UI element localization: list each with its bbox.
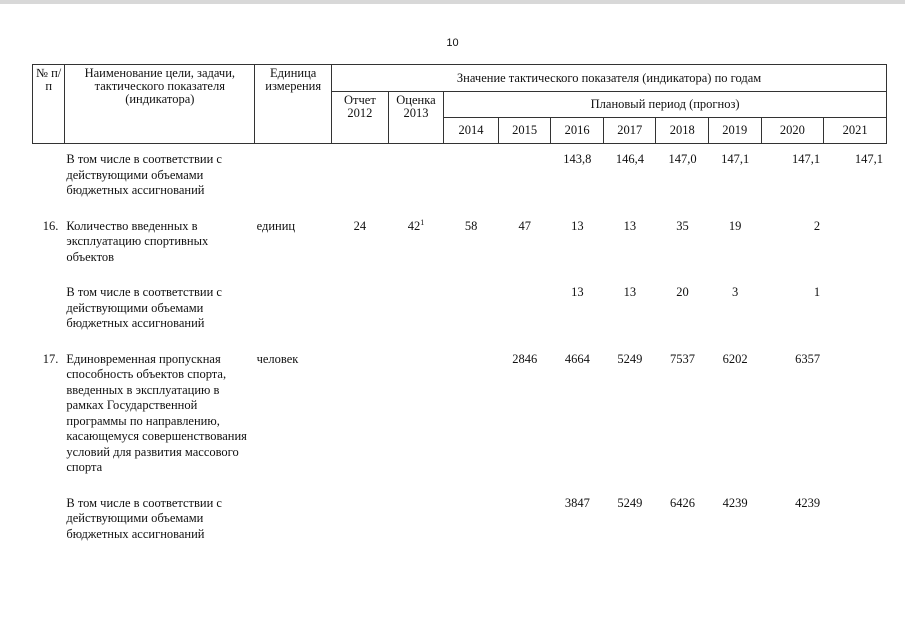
header-year: 2021: [824, 118, 887, 144]
row-estimate-2013: [388, 219, 444, 286]
row-year-value: [444, 152, 499, 219]
row-unit: единиц: [256, 218, 296, 233]
header-name: Наименование цели, задачи, тактического показателя (индикатора): [65, 65, 255, 144]
table-row: [32, 219, 887, 286]
row-name: Количество введенных в эксплуатацию спортивных объектов: [66, 218, 209, 264]
row-year-value: 2: [813, 218, 821, 233]
row-report-2012: [331, 152, 388, 219]
row-number: [32, 152, 64, 219]
row-year-value: 147,0: [668, 152, 697, 166]
row-year-value: [498, 285, 551, 352]
estimate-value: 42: [407, 218, 421, 233]
row-year-value: 47: [518, 218, 531, 233]
row-year-value: 2846: [512, 351, 538, 366]
row-year-value: [498, 152, 551, 219]
row-year-value: 13: [623, 218, 637, 233]
row-year-value: 147,1: [792, 152, 821, 166]
row-estimate-2013: [388, 496, 444, 543]
row-name: В том числе в соответствии с действующими объемами бюджетных ассигнований: [66, 495, 222, 541]
row-year-value: 19: [728, 218, 742, 233]
row-year-value: 35: [676, 218, 689, 233]
row-year-value: [824, 219, 887, 286]
row-year-value: 6357: [795, 351, 821, 366]
row-year-value: 4664: [564, 351, 590, 366]
footnote-marker: 1: [420, 217, 425, 227]
row-name: В том числе в соответствии с действующими объемами бюджетных ассигнований: [66, 285, 222, 330]
header-year: 2015: [498, 118, 551, 144]
row-name: Единовременная пропускная способность объектов спорта, введенных в эксплуатацию в рамках Государственной программы по направлению, касающемуся совершенствования условий для развития массового спорта: [66, 351, 247, 474]
row-year-value: [444, 285, 499, 352]
row-estimate-2013: [388, 285, 444, 352]
row-year-value: 147,1: [721, 152, 750, 166]
row-year-value: [824, 352, 887, 496]
row-report-2012: 24: [353, 218, 367, 233]
row-year-value: 147,1: [854, 152, 883, 166]
row-year-value: 13: [571, 218, 584, 233]
row-year-value: 13: [571, 285, 584, 299]
row-estimate-2013: [388, 352, 444, 496]
row-year-value: 5249: [617, 351, 643, 366]
header-year: 2018: [656, 118, 709, 144]
header-number: № п/п: [33, 65, 65, 144]
table-row: [32, 496, 887, 543]
table-row: [32, 152, 887, 219]
row-year-value: 58: [464, 218, 478, 233]
table-body: [32, 152, 887, 542]
header-values: Значение тактического показателя (индикатора) по годам: [332, 65, 887, 92]
row-unit: человек: [256, 351, 299, 366]
header-year: 2017: [603, 118, 656, 144]
row-year-value: 13: [623, 285, 637, 299]
row-year-value: 6202: [722, 351, 748, 366]
row-year-value: 3: [732, 285, 739, 299]
header-unit: Единица измерения: [255, 65, 332, 144]
header-year: 2016: [551, 118, 604, 144]
page-top-edge: [0, 0, 905, 4]
row-number: 16.: [42, 218, 59, 233]
row-year-value: 143,8: [563, 152, 592, 166]
table-header: [32, 64, 887, 144]
row-year-value: 4239: [722, 495, 748, 510]
row-year-value: 6426: [670, 495, 696, 510]
row-year-value: [444, 496, 499, 543]
header-estimate-2013: Оценка 2013: [388, 92, 444, 144]
header-year: 2020: [761, 118, 824, 144]
row-year-value: [824, 285, 887, 352]
row-year-value: [444, 352, 499, 496]
table-row: [32, 285, 887, 352]
row-number: [32, 285, 64, 352]
row-year-value: 146,4: [615, 152, 644, 166]
row-year-value: 1: [813, 285, 821, 299]
row-estimate-2013: [388, 152, 444, 219]
header-report-2012: Отчет 2012: [332, 92, 389, 144]
row-year-value: [824, 496, 887, 543]
row-year-value: 4239: [795, 495, 821, 510]
row-unit: [255, 496, 332, 543]
row-name: В том числе в соответствии с действующими объемами бюджетных ассигнований: [66, 152, 222, 197]
row-report-2012: [331, 352, 388, 496]
header-plan: Плановый период (прогноз): [444, 92, 887, 118]
table-row: [32, 352, 887, 496]
row-year-value: 3847: [564, 495, 590, 510]
row-number: [32, 496, 64, 543]
row-unit: [255, 152, 332, 219]
row-report-2012: [331, 496, 388, 543]
header-year: 2019: [709, 118, 762, 144]
page-number: 10: [446, 37, 459, 49]
row-unit: [255, 285, 332, 352]
row-year-value: 7537: [670, 351, 696, 366]
row-year-value: 20: [676, 285, 689, 299]
row-year-value: 5249: [617, 495, 643, 510]
header-year: 2014: [444, 118, 499, 144]
row-report-2012: [331, 285, 388, 352]
row-year-value: [498, 496, 551, 543]
row-number: 17.: [42, 351, 59, 366]
